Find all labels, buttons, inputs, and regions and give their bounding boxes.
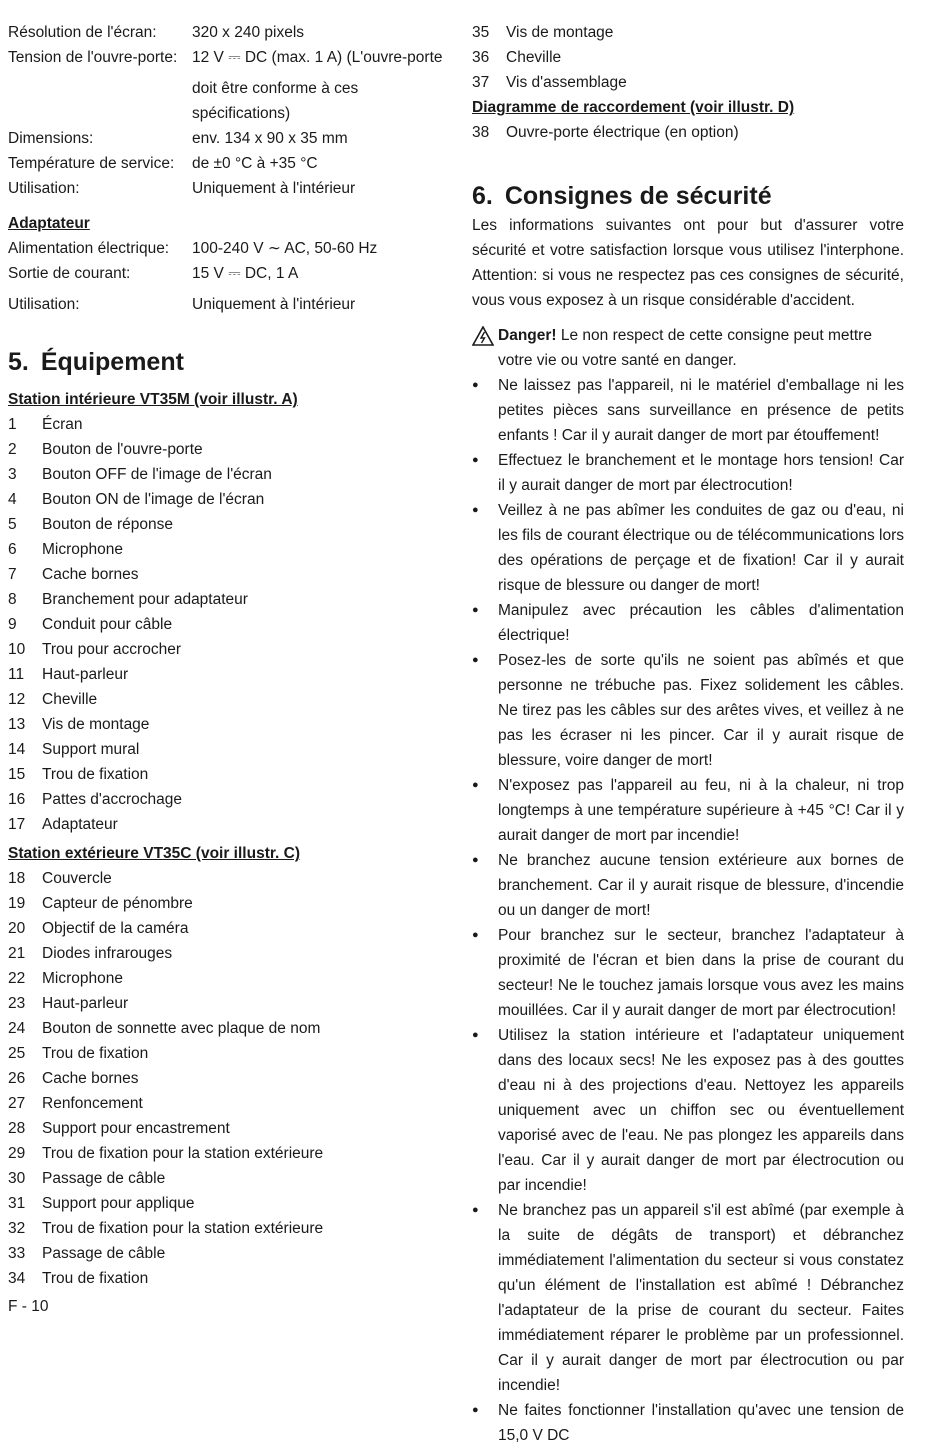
list-item bbox=[8, 787, 448, 812]
item-text: Haut-parleur bbox=[42, 995, 129, 1012]
spec-value: Uniquement à l'intérieur bbox=[192, 296, 356, 313]
item-text: Trou pour accrocher bbox=[42, 641, 181, 658]
safety-intro: Les informations suivantes ont pour but d'assurer votre sécurité et votre satisfaction lorsque vous utilisez l'interphone. Attention: si vous ne respectez pas ces consignes de sécurité, vous vous exposez à un risque considérable d'accident. bbox=[472, 217, 904, 309]
list-item bbox=[8, 1216, 448, 1241]
item-text: Passage de câble bbox=[42, 1170, 166, 1187]
item-text: Vis de montage bbox=[42, 716, 150, 733]
item-text: Haut-parleur bbox=[42, 666, 129, 683]
list-item bbox=[8, 737, 448, 762]
list-item bbox=[8, 537, 448, 562]
item-text: Cache bornes bbox=[42, 566, 139, 583]
bullet-text: Ne branchez aucune tension extérieure aux bornes de branchement. Car il y aurait risque de blessure, d'incendie ou un danger de mort! bbox=[498, 852, 904, 919]
section-title: Équipement bbox=[40, 348, 184, 376]
item-text: Branchement pour adaptateur bbox=[42, 591, 248, 608]
spec-row bbox=[8, 126, 448, 151]
outdoor-parts-list bbox=[8, 866, 448, 1291]
item-number: 22 bbox=[8, 970, 26, 987]
item-number: 17 bbox=[8, 816, 26, 833]
list-item bbox=[8, 966, 448, 991]
list-item bbox=[8, 1191, 448, 1216]
item-text: Capteur de pénombre bbox=[42, 895, 193, 912]
diagram-parts-list bbox=[472, 120, 904, 145]
item-number: 6 bbox=[8, 541, 17, 558]
item-number: 12 bbox=[8, 691, 26, 708]
danger-label: Danger! bbox=[498, 327, 557, 344]
spec-row bbox=[8, 261, 448, 286]
item-number: 18 bbox=[8, 870, 26, 887]
item-number: 15 bbox=[8, 766, 26, 783]
page-number: F - 10 bbox=[8, 1298, 49, 1315]
item-number: 36 bbox=[472, 49, 490, 66]
section-number: 6. bbox=[472, 182, 493, 210]
item-number: 30 bbox=[8, 1170, 26, 1187]
list-item bbox=[472, 120, 904, 145]
bullet-dot-icon: ● bbox=[472, 1029, 479, 1041]
item-text: Bouton OFF de l'image de l'écran bbox=[42, 466, 272, 483]
bullet-item bbox=[472, 848, 904, 923]
bullet-text: N'exposez pas l'appareil au feu, ni à la chaleur, ni trop longtemps à une température supérieure à +45 °C! Car il y aurait danger de mort par incendie! bbox=[498, 777, 904, 844]
bullet-item bbox=[472, 1198, 904, 1398]
list-item bbox=[8, 1266, 448, 1291]
list-item bbox=[8, 991, 448, 1016]
list-item bbox=[8, 1116, 448, 1141]
item-text: Trou de fixation bbox=[42, 1270, 149, 1287]
item-number: 21 bbox=[8, 945, 26, 962]
danger-notice bbox=[472, 323, 904, 373]
bullet-text: Veillez à ne pas abîmer les conduites de gaz ou d'eau, ni les fils de courant électrique ou de télécommunications lors des opérations de perçage et de fixation! Car il y aurait risque de blessure ou danger de mort! bbox=[498, 502, 904, 594]
bullet-dot-icon: ● bbox=[472, 454, 479, 466]
left-column bbox=[8, 20, 448, 1291]
list-item bbox=[8, 1041, 448, 1066]
item-number: 31 bbox=[8, 1195, 26, 1212]
item-number: 7 bbox=[8, 566, 17, 583]
item-text: Support pour encastrement bbox=[42, 1120, 230, 1137]
item-number: 38 bbox=[472, 124, 490, 141]
spec-label: Dimensions: bbox=[8, 130, 94, 147]
spec-value: de ±0 °C à +35 °C bbox=[192, 155, 318, 172]
item-text: Pattes d'accrochage bbox=[42, 791, 182, 808]
item-text: Adaptateur bbox=[42, 816, 118, 833]
spec-label: Utilisation: bbox=[8, 180, 80, 197]
item-number: 20 bbox=[8, 920, 26, 937]
item-number: 27 bbox=[8, 1095, 26, 1112]
spec-value: Uniquement à l'intérieur bbox=[192, 180, 356, 197]
spec-value-continuation: doit être conforme à ces spécifications) bbox=[192, 80, 359, 122]
spec-value: 12 V ⎓ DC (max. 1 A) (L'ouvre-porte bbox=[192, 49, 443, 66]
item-number: 23 bbox=[8, 995, 26, 1012]
item-text: Bouton de réponse bbox=[42, 516, 173, 533]
bullet-item bbox=[472, 773, 904, 848]
bullet-text: Ne branchez pas un appareil s'il est abîmé (par exemple à la suite de dégâts de transport) et débranchez immédiatement l'alimentation du secteur si vous constatez qu'un élément de l'installation est abîmé ! Débranchez l'adaptateur de la prise de courant du secteur. Faites immédiatement réparer le problème par un professionnel. Car il y aurait danger de mort par électrocution ou par incendie! bbox=[498, 1202, 904, 1394]
bullet-dot-icon: ● bbox=[472, 604, 479, 616]
bullet-dot-icon: ● bbox=[472, 779, 479, 791]
item-number: 8 bbox=[8, 591, 17, 608]
item-text: Cheville bbox=[42, 691, 98, 708]
right-column bbox=[472, 20, 904, 1448]
item-text: Microphone bbox=[42, 541, 123, 558]
item-text: Trou de fixation bbox=[42, 766, 149, 783]
list-item bbox=[8, 1166, 448, 1191]
list-item bbox=[8, 1016, 448, 1041]
item-text: Support mural bbox=[42, 741, 140, 758]
item-number: 10 bbox=[8, 641, 26, 658]
indoor-station-heading: Station intérieure VT35M (voir illustr. A) bbox=[8, 391, 298, 408]
item-text: Renfoncement bbox=[42, 1095, 143, 1112]
danger-text: Le non respect de cette consigne peut mettre votre vie ou votre santé en danger. bbox=[498, 327, 872, 369]
list-item bbox=[8, 462, 448, 487]
list-item bbox=[472, 70, 904, 95]
spec-label: Utilisation: bbox=[8, 296, 80, 313]
bullet-text: Ne faites fonctionner l'installation qu'avec une tension de 15,0 V DC bbox=[498, 1402, 904, 1444]
spec-value: 15 V ⎓ DC, 1 A bbox=[192, 265, 299, 282]
item-text: Cheville bbox=[506, 49, 562, 66]
spec-label: Sortie de courant: bbox=[8, 265, 131, 282]
item-number: 4 bbox=[8, 491, 17, 508]
spec-label: Résolution de l'écran: bbox=[8, 24, 157, 41]
outdoor-station-heading: Station extérieure VT35C (voir illustr. C) bbox=[8, 845, 300, 862]
list-item bbox=[8, 562, 448, 587]
spec-value: env. 134 x 90 x 35 mm bbox=[192, 130, 348, 147]
item-number: 24 bbox=[8, 1020, 26, 1037]
spec-label: Température de service: bbox=[8, 155, 175, 172]
item-number: 32 bbox=[8, 1220, 26, 1237]
bullet-text: Pour branchez sur le secteur, branchez l'adaptateur à proximité de l'écran et bien dans la prise de courant du secteur! Ne le touchez jamais lorsque vous avez les mains mouillées. Car il y aurait danger de mort par électrocution! bbox=[498, 927, 904, 1019]
list-item bbox=[472, 20, 904, 45]
list-item bbox=[8, 662, 448, 687]
item-number: 19 bbox=[8, 895, 26, 912]
section-number: 5. bbox=[8, 348, 29, 376]
list-item bbox=[8, 941, 448, 966]
item-text: Couvercle bbox=[42, 870, 112, 887]
list-item bbox=[8, 1091, 448, 1116]
adapter-specs-list bbox=[8, 236, 448, 317]
list-item bbox=[8, 587, 448, 612]
section-5-heading bbox=[8, 347, 448, 377]
bullet-text: Utilisez la station intérieure et l'adaptateur uniquement dans des locaux secs! Ne les exposez pas à des gouttes d'eau ni à des projections d'eau. Nettoyez les appareils uniquement avec un chiffon sec ou éventuellement vaporisé avec de l'eau. Ne pas plongez les appareils dans l'eau. Car il y aurait danger de mort par électrocution ou par incendie! bbox=[498, 1027, 904, 1194]
warning-triangle-icon bbox=[472, 323, 498, 373]
item-number: 13 bbox=[8, 716, 26, 733]
safety-bullets-list bbox=[472, 373, 904, 1448]
item-number: 35 bbox=[472, 24, 490, 41]
item-text: Passage de câble bbox=[42, 1245, 166, 1262]
item-number: 14 bbox=[8, 741, 26, 758]
spec-value: 320 x 240 pixels bbox=[192, 24, 305, 41]
bullet-dot-icon: ● bbox=[472, 504, 479, 516]
item-number: 34 bbox=[8, 1270, 26, 1287]
spec-row bbox=[8, 151, 448, 176]
item-text: Trou de fixation pour la station extérieure bbox=[42, 1145, 324, 1162]
section-title: Consignes de sécurité bbox=[504, 182, 772, 210]
spec-row bbox=[8, 176, 448, 201]
bullet-item bbox=[472, 498, 904, 598]
bullet-item bbox=[472, 598, 904, 648]
item-text: Bouton de l'ouvre-porte bbox=[42, 441, 203, 458]
adapter-heading: Adaptateur bbox=[8, 215, 90, 232]
bullet-text: Manipulez avec précaution les câbles d'alimentation électrique! bbox=[498, 602, 904, 644]
item-number: 9 bbox=[8, 616, 17, 633]
spec-row bbox=[8, 236, 448, 261]
item-number: 1 bbox=[8, 416, 17, 433]
bullet-text: Posez-les de sorte qu'ils ne soient pas abîmés et que personne ne trébuche pas. Fixez solidement les câbles. Ne tirez pas les câbles sur des arêtes vives, et veillez à ne pas les écraser ni les pincer. Car il y aurait risque de blessure, voire danger de mort! bbox=[498, 652, 904, 769]
item-number: 16 bbox=[8, 791, 26, 808]
bullet-item bbox=[472, 448, 904, 498]
list-item bbox=[8, 1066, 448, 1091]
item-number: 11 bbox=[8, 666, 25, 683]
item-number: 37 bbox=[472, 74, 490, 91]
spec-label: Alimentation électrique: bbox=[8, 240, 170, 257]
list-item bbox=[8, 437, 448, 462]
bullet-item bbox=[472, 373, 904, 448]
list-item bbox=[8, 712, 448, 737]
bullet-text: Effectuez le branchement et le montage hors tension! Car il y aurait danger de mort par électrocution! bbox=[498, 452, 904, 494]
item-number: 2 bbox=[8, 441, 17, 458]
bullet-dot-icon: ● bbox=[472, 654, 479, 666]
list-item bbox=[472, 45, 904, 70]
list-item bbox=[8, 812, 448, 837]
bullet-item bbox=[472, 923, 904, 1023]
indoor-parts-list bbox=[8, 412, 448, 837]
item-number: 3 bbox=[8, 466, 17, 483]
bullet-item bbox=[472, 1398, 904, 1448]
list-item bbox=[8, 891, 448, 916]
list-item bbox=[8, 637, 448, 662]
connection-diagram-heading: Diagramme de raccordement (voir illustr. D) bbox=[472, 99, 795, 116]
list-item bbox=[8, 412, 448, 437]
item-text: Objectif de la caméra bbox=[42, 920, 189, 937]
list-item bbox=[8, 762, 448, 787]
item-number: 26 bbox=[8, 1070, 26, 1087]
item-number: 28 bbox=[8, 1120, 26, 1137]
item-number: 29 bbox=[8, 1145, 26, 1162]
outdoor-parts-list-continued bbox=[472, 20, 904, 95]
item-text: Vis d'assemblage bbox=[506, 74, 627, 91]
list-item bbox=[8, 866, 448, 891]
bullet-dot-icon: ● bbox=[472, 379, 479, 391]
item-text: Cache bornes bbox=[42, 1070, 139, 1087]
list-item bbox=[8, 487, 448, 512]
bullet-item bbox=[472, 648, 904, 773]
item-text: Diodes infrarouges bbox=[42, 945, 173, 962]
spec-row bbox=[8, 292, 448, 317]
item-text: Conduit pour câble bbox=[42, 616, 173, 633]
bullet-text: Ne laissez pas l'appareil, ni le matériel d'emballage ni les petites pièces sans surveillance en présence de petits enfants ! Car il y aurait danger de mort par étouffement! bbox=[498, 377, 904, 444]
bullet-dot-icon: ● bbox=[472, 1404, 479, 1416]
item-text: Écran bbox=[42, 416, 83, 433]
bullet-dot-icon: ● bbox=[472, 1204, 479, 1216]
spec-row bbox=[8, 20, 448, 45]
bullet-dot-icon: ● bbox=[472, 929, 479, 941]
specs-list bbox=[8, 20, 448, 201]
item-text: Support pour applique bbox=[42, 1195, 195, 1212]
item-text: Bouton de sonnette avec plaque de nom bbox=[42, 1020, 321, 1037]
spec-label: Tension de l'ouvre-porte: bbox=[8, 49, 178, 66]
spec-row bbox=[8, 45, 448, 70]
list-item bbox=[8, 1241, 448, 1266]
section-6-heading bbox=[472, 181, 904, 211]
item-text: Bouton ON de l'image de l'écran bbox=[42, 491, 265, 508]
item-number: 5 bbox=[8, 516, 17, 533]
list-item bbox=[8, 916, 448, 941]
list-item bbox=[8, 512, 448, 537]
spec-value: 100-240 V ∼ AC, 50-60 Hz bbox=[192, 240, 378, 257]
item-text: Trou de fixation pour la station extérieure bbox=[42, 1220, 324, 1237]
item-text: Microphone bbox=[42, 970, 123, 987]
list-item bbox=[8, 612, 448, 637]
item-text: Ouvre-porte électrique (en option) bbox=[506, 124, 739, 141]
bullet-dot-icon: ● bbox=[472, 854, 479, 866]
item-number: 33 bbox=[8, 1245, 26, 1262]
bullet-item bbox=[472, 1023, 904, 1198]
item-text: Vis de montage bbox=[506, 24, 614, 41]
list-item bbox=[8, 1141, 448, 1166]
item-text: Trou de fixation bbox=[42, 1045, 149, 1062]
list-item bbox=[8, 687, 448, 712]
item-number: 25 bbox=[8, 1045, 26, 1062]
